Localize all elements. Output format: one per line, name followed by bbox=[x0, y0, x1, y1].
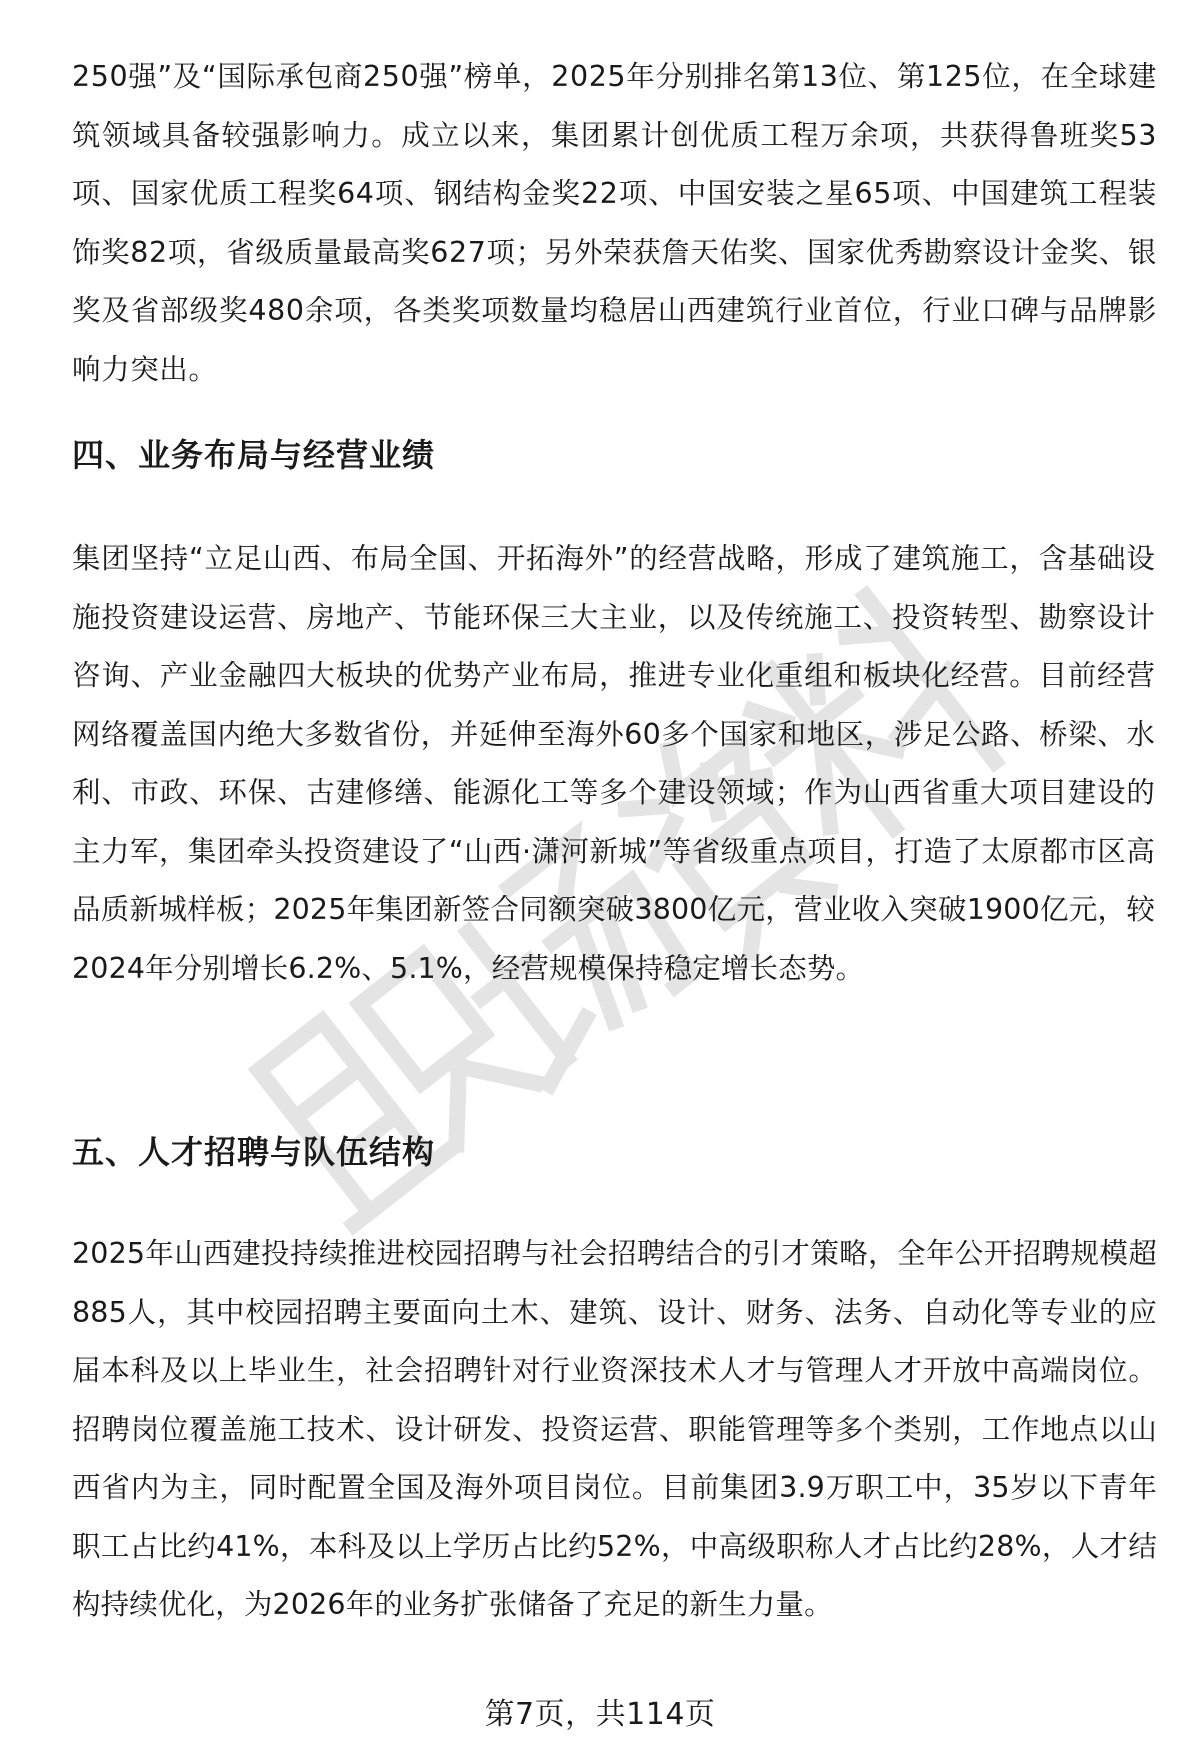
talent-paragraph: 2025年山西建投持续推进校园招聘与社会招聘结合的引才策略，全年公开招聘规模超885人，其中校园招聘主要面向土木、建筑、设计、财务、法务、自动化等专业的应届本科及以上毕业生，社会招聘针对行业资深技术人才与管理人才开放中高端岗位。招聘岗位覆盖施工技术、设计研发、投资运营、职能管理等多个类别，工作地点以山西省内为主，同时配置全国及海外项目岗位。目前集团3.9万职工中，35岁以下青年职工占比约41%，本科及以上学历占比约52%，中高级职称人才占比约28%，人才结构持续优化，为2026年的业务扩张储备了充足的新生力量。 bbox=[72, 1237, 1157, 1621]
section-heading-talent: 五、人才招聘与队伍结构 bbox=[72, 1133, 436, 1171]
intro-paragraph: 250强”及“国际承包商250强”榜单，2025年分别排名第13位、第125位，在全球建筑领域具备较强影响力。成立以来，集团累计创优质工程万余项，共获得鲁班奖53项、国家优质工程奖64项、钢结构金奖22项、中国安装之星65项、中国建筑工程装饰奖82项，省级质量最高奖627项；另外荣获詹天佑奖、国家优秀勘察设计金奖、银奖及省部级奖480余项，各类奖项数量均稳居山西建筑行业首位，行业口碑与品牌影响力突出。 bbox=[72, 60, 1157, 386]
section-heading-business: 四、业务布局与经营业绩 bbox=[72, 436, 436, 474]
intro-section bbox=[72, 48, 1157, 399]
business-paragraph: 集团坚持“立足山西、布局全国、开拓海外”的经营战略，形成了建筑施工，含基础设施投资建设运营、房地产、节能环保三大主业，以及传统施工、投资转型、勘察设计咨询、产业金融四大板块的优势产业布局，推进专业化重组和板块化经营。目前经营网络覆盖国内绝大多数省份，并延伸至海外60多个国家和地区，涉足公路、桥梁、水利、市政、环保、古建修缮、能源化工等多个建设领域；作为山西省重大项目建设的主力军，集团牵头投资建设了“山西·潇河新城”等省级重点项目，打造了太原都市区高品质新城样板；2025年集团新签合同额突破3800亿元，营业收入突破1900亿元，较2024年分别增长6.2%、5.1%，经营规模保持稳定增长态势。 bbox=[72, 542, 1155, 985]
page-number: 第7页，共114页 bbox=[484, 1697, 716, 1732]
